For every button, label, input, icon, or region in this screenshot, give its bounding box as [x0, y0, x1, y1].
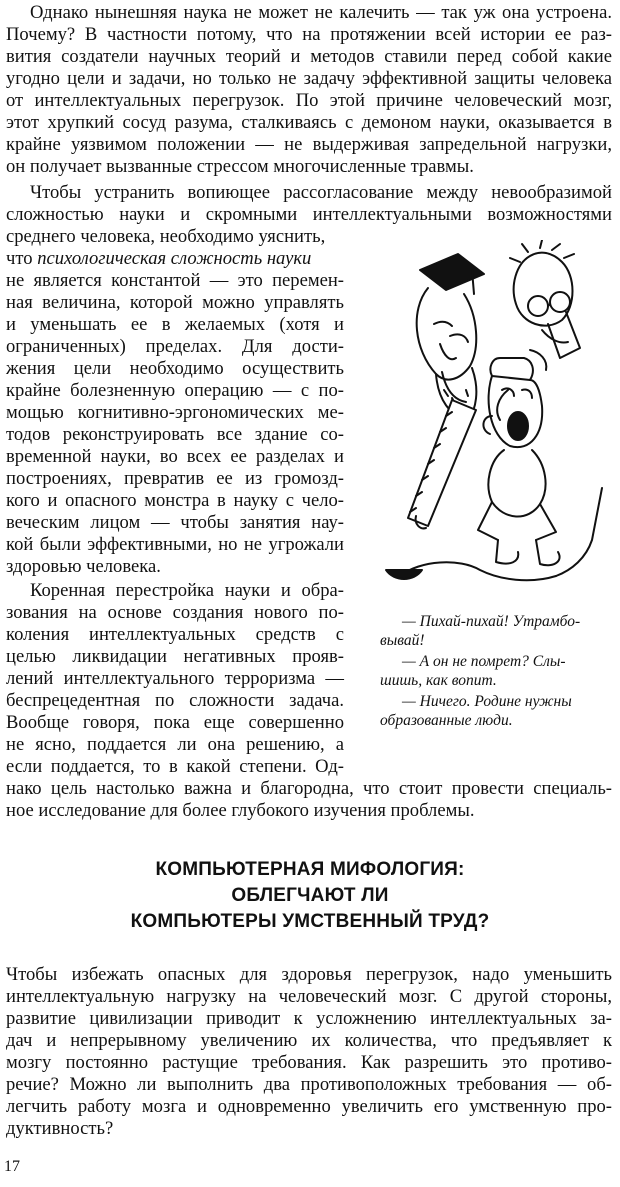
cartoon-illustration [380, 240, 612, 600]
section-heading-line: КОМПЬЮТЕРНАЯ МИФОЛОГИЯ: [155, 859, 465, 880]
text-line: мозгу постоянно растущие требования. Как разрешить это противо- [6, 1052, 612, 1073]
text-line: Вообще говоря, пока еще совершенно [6, 712, 344, 733]
section-heading-line: ОБЛЕГЧАЮТ ЛИ [231, 885, 389, 906]
text-line: ограниченных) пределах. Для дости- [6, 336, 344, 357]
text-line: построениях, превратив ее из громозд- [6, 468, 344, 489]
text-line: от интеллектуальных перегрузок. По этой причине человеческий мозг, [6, 90, 612, 111]
text-line: он получает вызванные стрессом многочисленные травмы. [6, 156, 474, 177]
page-number: 17 [4, 1158, 20, 1175]
text-line: здоровью человека. [6, 556, 161, 577]
text-line: ное исследование для более глубокого изучения проблемы. [6, 800, 475, 821]
text-line: кого и опасного монстра в науку с чело- [6, 490, 344, 511]
text-line: веческим лицом — чтобы занятия нау- [6, 512, 344, 533]
text-line: нако цель настолько важна и благородна, что стоит провести специаль- [6, 778, 612, 799]
text-fragment: что [6, 248, 38, 269]
text-line: развитие цивилизации приводит к усложнению интеллектуальных за- [6, 1008, 612, 1029]
text-line: зования на основе создания нового по- [6, 602, 344, 623]
text-line: Чтобы избежать опасных для здоровья перегрузок, надо уменьшить [6, 964, 612, 985]
caption-line: образованные люди. [380, 712, 513, 729]
text-line: вития создатели научных теорий и методов ставили перед собой какие [6, 46, 612, 67]
text-line [6, 248, 344, 270]
text-line: дач и непрерывному увеличению их количества, что предъявляет к [6, 1030, 612, 1051]
text-line: Однако нынешняя наука не может не калечить — так уж она устроена. [30, 2, 612, 23]
text-line: крайне уязвимом положении — не выдерживая запредельной нагрузки, [6, 134, 612, 155]
text-line: угодно цели и задачи, но только не задачу эффективной защиты человека [6, 68, 612, 89]
text-line: жения цели необходимо осуществить [6, 358, 344, 379]
text-line: не ясно, поддается ли она решению, а [6, 734, 344, 755]
text-line: мощью когнитивно-эргономических ме- [6, 402, 344, 423]
text-line: крайне болезненную операцию — с по- [6, 380, 344, 401]
text-line: не является константой — это перемен- [6, 270, 344, 291]
section-heading-line: КОМПЬЮТЕРЫ УМСТВЕННЫЙ ТРУД? [130, 911, 490, 932]
text-line: и уменьшать ее в желаемых (хотя и [6, 314, 344, 335]
text-line: речие? Можно ли выполнить два противоположных требования — об- [6, 1074, 612, 1095]
text-line: Чтобы устранить вопиющее рассогласование между невообразимой [30, 182, 612, 203]
caption-line: вывай! [380, 632, 425, 649]
text-line: целью ликвидации негативных прояв- [6, 646, 344, 667]
caption-line: — Пихай-пихай! Утрамбо- [402, 613, 581, 630]
caption-line: — А он не помрет? Слы- [402, 653, 566, 670]
text-line: беспрецедентная по сложности задача. [6, 690, 344, 711]
text-line: коления интеллектуальных средств с [6, 624, 344, 645]
text-line: этот хрупкий сосуд разума, сталкиваясь с демоном науки, оказывается в [6, 112, 612, 133]
text-line: лений интеллектуального терроризма — [6, 668, 344, 689]
text-line: кой были эффективными, но не угрожали [6, 534, 344, 555]
caption-line: — Ничего. Родине нужны [402, 693, 572, 710]
text-line: ная величина, которой можно управлять [6, 292, 344, 313]
text-line: легчить работу мозга и одновременно увеличить его умственную про- [6, 1096, 612, 1117]
text-line: интеллектуальную нагрузку на человеческий мозг. С другой стороны, [6, 986, 612, 1007]
caption-line: шишь, как вопит. [380, 672, 497, 689]
emphasized-term: психологическая сложность науки [37, 248, 312, 269]
text-line: если поддается, то в какой степени. Од- [6, 756, 344, 777]
text-line: сложностью науки и скромными интеллектуальными возможностями [6, 204, 612, 225]
text-line: Почему? В частности потому, что на протяжении всей истории ее раз- [6, 24, 612, 45]
text-line: дуктивность? [6, 1118, 114, 1139]
text-line: тодов реконструировать все здание со- [6, 424, 344, 445]
text-line: Коренная перестройка науки и обра- [30, 580, 344, 601]
text-line: временной науки, во всех ее разделах и [6, 446, 344, 467]
text-line: среднего человека, необходимо уяснить, [6, 226, 326, 247]
